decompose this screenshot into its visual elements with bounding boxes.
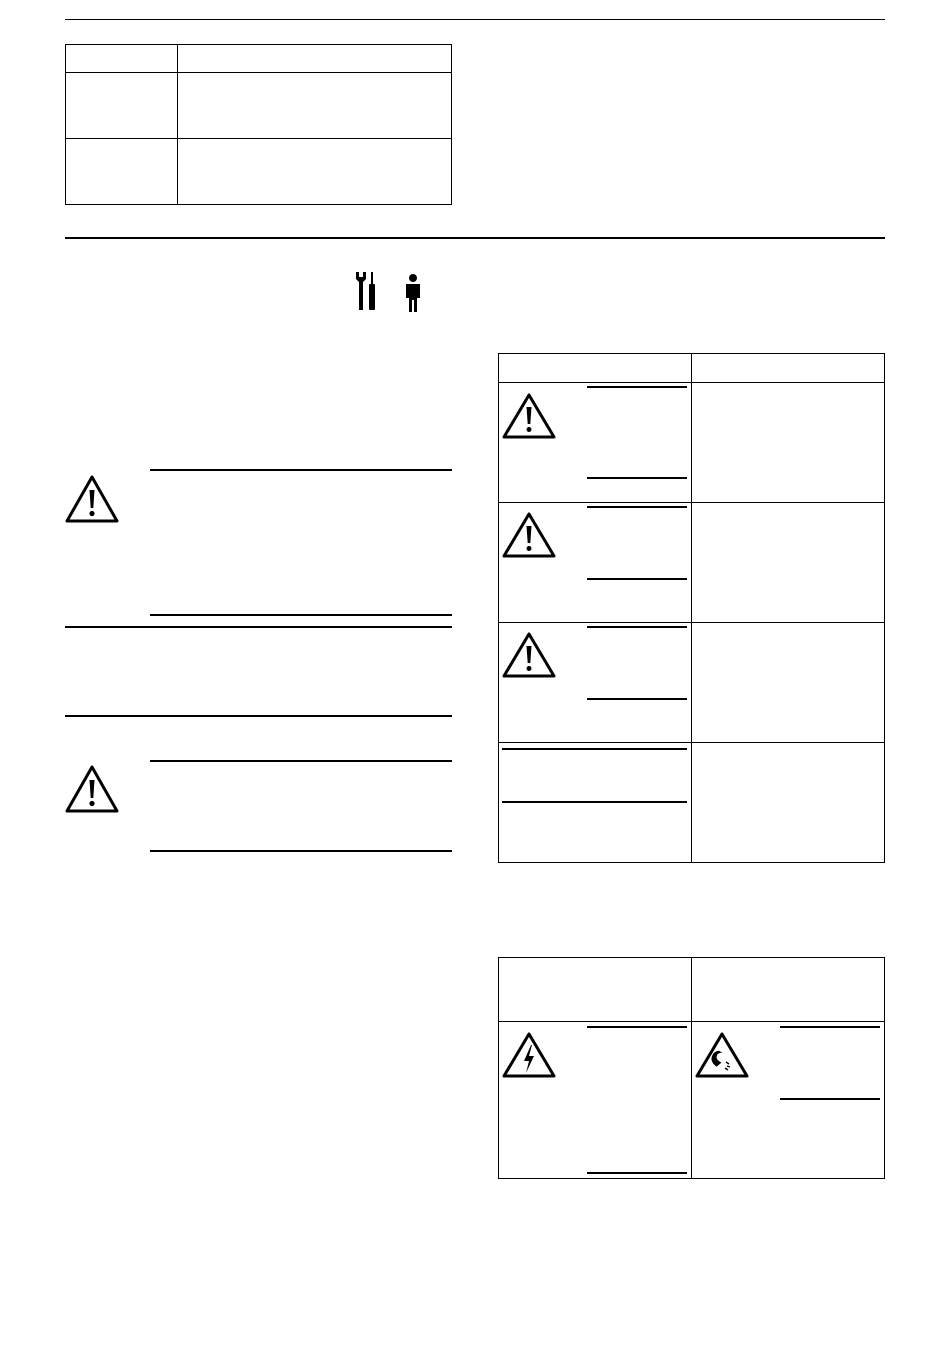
warning-triangle-icon	[65, 764, 119, 814]
warning-block-top-rule	[150, 469, 452, 471]
warning-triangle-icon	[502, 511, 556, 559]
top-rule	[65, 19, 885, 20]
symbol-table-row-divider	[498, 382, 885, 383]
signal-word-rule	[587, 626, 687, 628]
person-icon	[404, 274, 422, 312]
paragraph-rule	[65, 715, 452, 717]
wrench-screwdriver-icon	[355, 272, 379, 312]
warning-triangle-icon	[502, 392, 556, 440]
signal-word-rule	[587, 1026, 687, 1028]
magnetic-field-hazard-icon	[695, 1031, 749, 1079]
warning-triangle-icon	[502, 631, 556, 679]
symbol-table-row-divider	[498, 502, 885, 503]
section-rule	[65, 237, 885, 239]
hazard-table-row-divider	[498, 1021, 885, 1022]
warning-block-top-rule	[150, 760, 452, 762]
signal-word-rule	[502, 748, 687, 750]
signal-word-rule	[587, 578, 687, 580]
top-table-row-divider	[65, 72, 452, 73]
top-table-row-divider	[65, 138, 452, 139]
warning-triangle-icon	[65, 474, 119, 524]
signal-word-rule	[587, 477, 687, 479]
signal-word-rule	[780, 1026, 880, 1028]
warning-block-bottom-rule	[150, 614, 452, 616]
warning-block-bottom-rule	[150, 850, 452, 852]
symbol-table-divider-vertical	[691, 353, 692, 863]
signal-word-rule	[502, 801, 687, 803]
signal-word-rule	[587, 386, 687, 388]
symbol-table-row-divider	[498, 622, 885, 623]
top-table-frame	[65, 44, 452, 205]
symbol-table-row-divider	[498, 742, 885, 743]
signal-word-rule	[587, 506, 687, 508]
hazard-table-divider-vertical	[691, 957, 692, 1179]
paragraph-rule	[65, 626, 452, 628]
signal-word-rule	[780, 1098, 880, 1100]
signal-word-rule	[587, 698, 687, 700]
top-table-divider-vertical	[177, 44, 178, 205]
signal-word-rule	[587, 1172, 687, 1174]
electrical-hazard-icon	[502, 1031, 556, 1079]
